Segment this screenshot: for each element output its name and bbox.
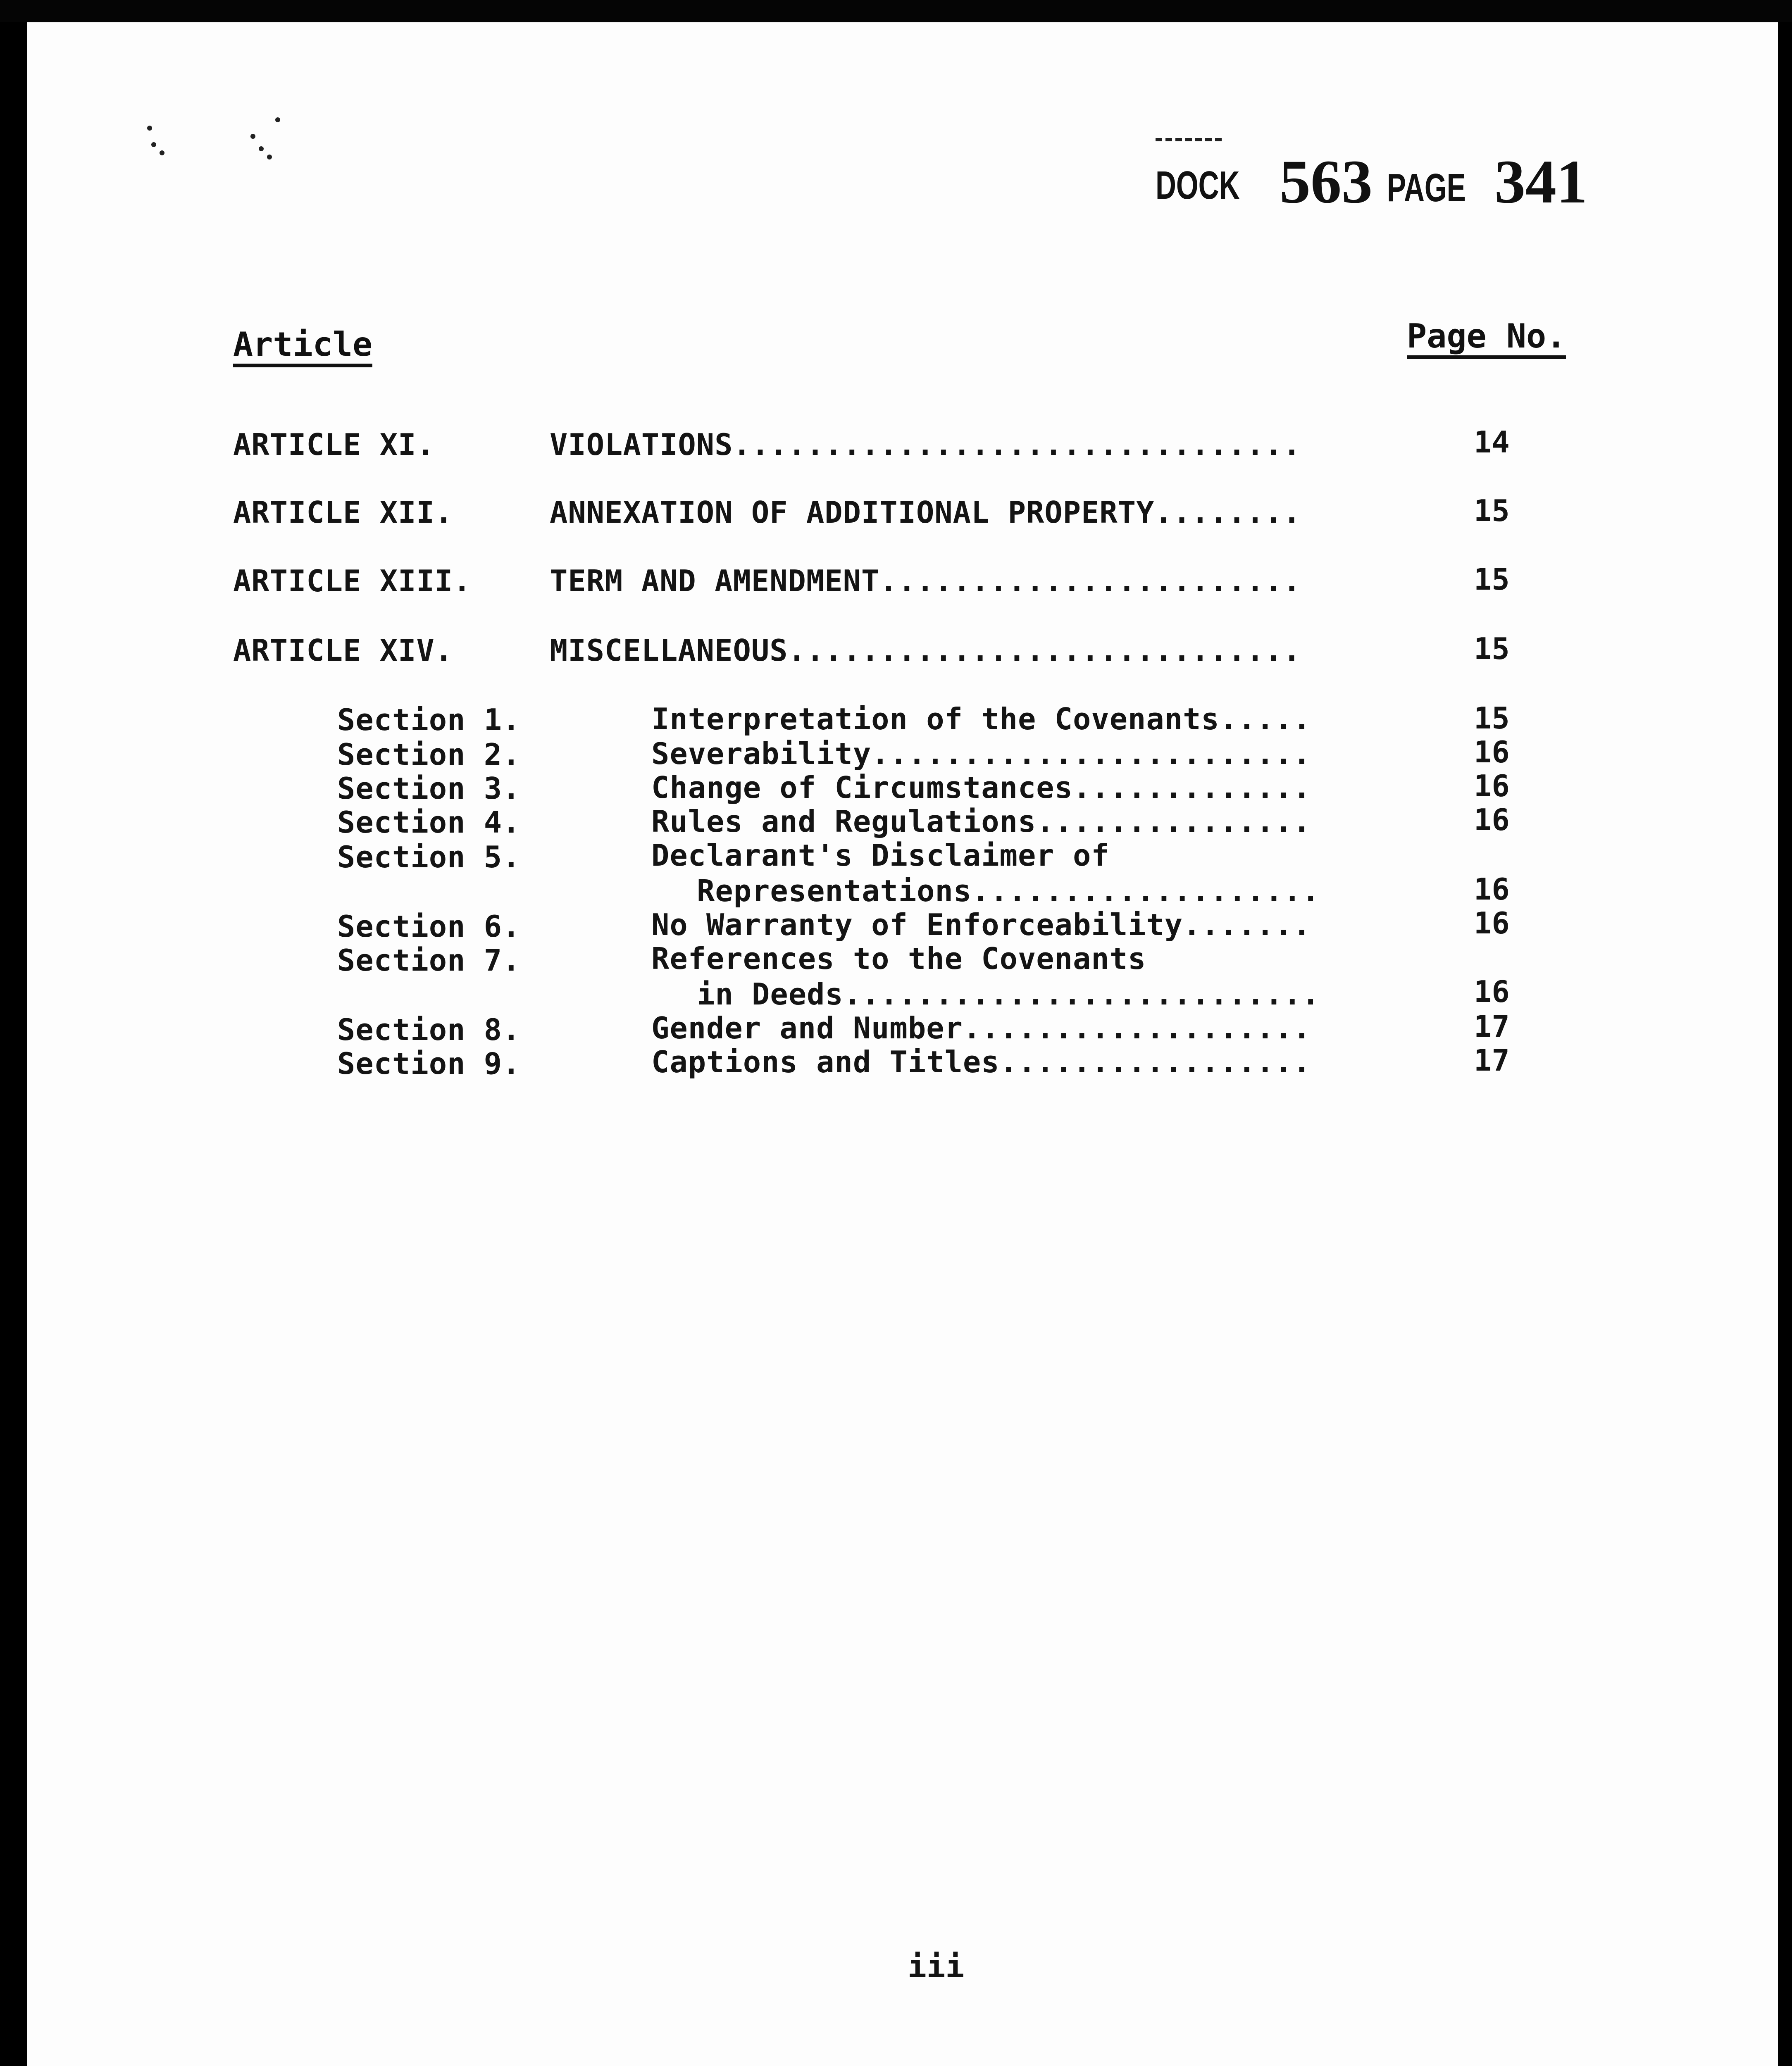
scan-border-top <box>0 0 1792 22</box>
scan-speck <box>160 150 164 155</box>
section-label: Section 4. <box>337 805 521 840</box>
article-label: ARTICLE XIV. <box>233 633 453 668</box>
section-title: Captions and Titles................. <box>651 1045 1311 1079</box>
section-page-number: 16 <box>1474 735 1510 769</box>
section-page-number: 15 <box>1474 701 1510 735</box>
section-page-number: 16 <box>1474 802 1510 837</box>
section-label: Section 9. <box>337 1046 521 1081</box>
section-page-number: 16 <box>1474 872 1510 907</box>
article-page-number: 15 <box>1474 562 1510 597</box>
section-label: Section 5. <box>337 840 521 874</box>
article-title: TERM AND AMENDMENT....................... <box>550 564 1301 598</box>
section-page-number: 16 <box>1474 906 1510 940</box>
scan-speck <box>267 155 272 159</box>
section-title-continuation: in Deeds.......................... <box>697 977 1320 1012</box>
article-label: ARTICLE XI. <box>233 427 435 462</box>
scan-speck <box>250 134 255 139</box>
page-no-column-header: Page No. <box>1407 320 1566 359</box>
document-page <box>27 22 1778 2066</box>
scan-speck <box>147 126 152 131</box>
section-title: Gender and Number................... <box>651 1011 1311 1045</box>
section-title: References to the Covenants <box>651 941 1146 976</box>
article-title: ANNEXATION OF ADDITIONAL PROPERTY........ <box>550 495 1301 530</box>
section-title: Declarant's Disclaimer of <box>651 838 1110 873</box>
section-page-number: 16 <box>1474 974 1510 1009</box>
section-label: Section 1. <box>337 702 521 737</box>
article-page-number: 15 <box>1474 631 1510 666</box>
section-title: Severability........................ <box>651 736 1311 771</box>
section-page-number: 16 <box>1474 769 1510 803</box>
article-page-number: 15 <box>1474 493 1510 528</box>
section-label: Section 6. <box>337 909 521 944</box>
stamp-page-number: 341 <box>1494 148 1587 216</box>
section-label: Section 3. <box>337 771 521 806</box>
section-page-number: 17 <box>1474 1009 1510 1044</box>
article-title: MISCELLANEOUS............................ <box>550 633 1301 668</box>
stamp-book-label: DOCK <box>1156 163 1240 207</box>
section-label: Section 2. <box>337 737 521 772</box>
article-label: ARTICLE XIII. <box>233 564 472 598</box>
page-numeral: iii <box>908 1948 965 1985</box>
section-title: Interpretation of the Covenants..... <box>651 702 1311 736</box>
article-column-header: Article <box>233 328 372 367</box>
section-label: Section 7. <box>337 943 521 978</box>
scan-speck <box>275 117 280 122</box>
stamp-rule <box>1156 138 1222 145</box>
section-title: No Warranty of Enforceability....... <box>651 907 1311 942</box>
section-title: Change of Circumstances............. <box>651 770 1311 805</box>
section-title: Rules and Regulations............... <box>651 804 1311 839</box>
section-title-continuation: Representations................... <box>697 874 1320 908</box>
stamp-book-number: 563 <box>1280 148 1373 216</box>
section-label: Section 8. <box>337 1012 521 1047</box>
section-page-number: 17 <box>1474 1043 1510 1078</box>
stamp-page-label: PAGE <box>1387 166 1466 210</box>
recording-stamp <box>1131 130 1610 229</box>
scan-speck <box>259 146 264 151</box>
article-title: VIOLATIONS............................... <box>550 427 1301 462</box>
scan-speck <box>151 142 156 147</box>
article-page-number: 14 <box>1474 425 1510 459</box>
article-label: ARTICLE XII. <box>233 495 453 530</box>
